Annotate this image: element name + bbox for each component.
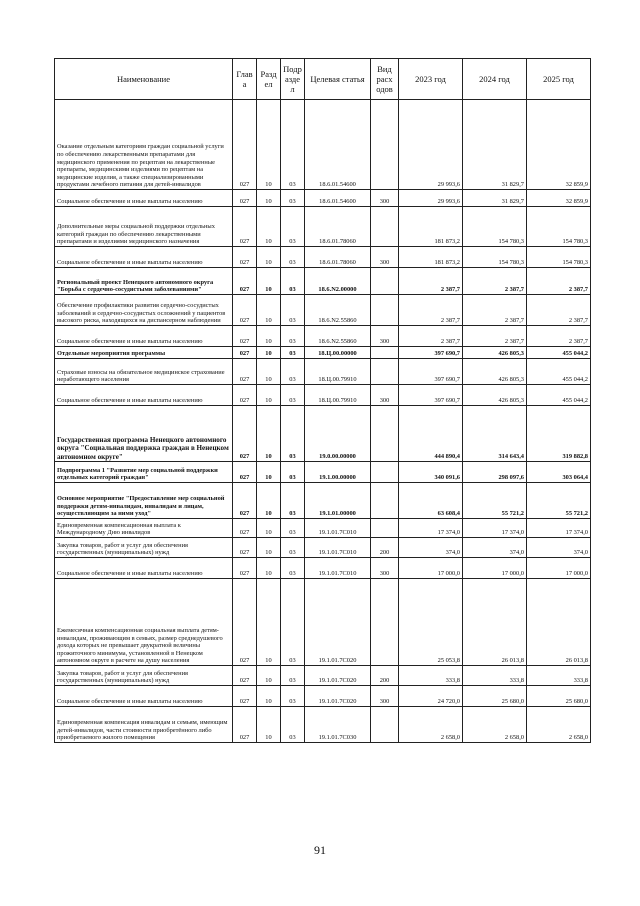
row-2025: 2 658,0: [527, 707, 591, 743]
row-expense: [371, 406, 399, 462]
row-2023: 2 387,7: [399, 326, 463, 347]
row-chapter: 027: [233, 385, 257, 406]
row-2024: 426 805,3: [463, 347, 527, 359]
table-row: [55, 462, 591, 483]
row-chapter: 027: [233, 707, 257, 743]
row-target: 19.0.00.00000: [305, 406, 371, 462]
row-section: 10: [257, 686, 281, 707]
row-section: 10: [257, 579, 281, 666]
row-section: 10: [257, 558, 281, 579]
table-row: [55, 666, 591, 686]
row-subsection: 03: [281, 483, 305, 519]
row-2024: 26 013,8: [463, 579, 527, 666]
row-subsection: 03: [281, 686, 305, 707]
row-2023: 340 091,6: [399, 462, 463, 483]
row-2025: 303 064,4: [527, 462, 591, 483]
row-expense: [371, 207, 399, 247]
table-row: [55, 558, 591, 579]
row-2023: 63 608,4: [399, 483, 463, 519]
header-section: Разд ел: [257, 59, 281, 100]
row-target: 18.Ц.00.79910: [305, 359, 371, 385]
row-name: Социальное обеспечение и иные выплаты населению: [55, 326, 233, 347]
header-name: Наименование: [55, 59, 233, 100]
row-expense: 200: [371, 538, 399, 558]
row-2023: 24 720,0: [399, 686, 463, 707]
row-expense: 300: [371, 686, 399, 707]
row-subsection: 03: [281, 558, 305, 579]
row-section: 10: [257, 247, 281, 268]
row-expense: [371, 347, 399, 359]
table-row: [55, 207, 591, 247]
table-row: [55, 686, 591, 707]
header-target: Целевая статья: [305, 59, 371, 100]
row-name: Единовременная компенсационная выплата к Международному Дню инвалидов: [55, 519, 233, 538]
row-section: 10: [257, 483, 281, 519]
row-2025: 55 721,2: [527, 483, 591, 519]
row-expense: 200: [371, 666, 399, 686]
row-target: 18.Ц.00.79910: [305, 385, 371, 406]
row-target: 19.1.01.7С020: [305, 686, 371, 707]
row-name: Закупка товаров, работ и услуг для обеспечения государственных (муниципальных) нужд: [55, 538, 233, 558]
row-target: 19.1.01.7С010: [305, 519, 371, 538]
row-2023: 2 387,7: [399, 295, 463, 326]
row-subsection: 03: [281, 268, 305, 295]
row-2023: 2 658,0: [399, 707, 463, 743]
row-subsection: 03: [281, 462, 305, 483]
table-row: [55, 326, 591, 347]
row-name: Социальное обеспечение и иные выплаты населению: [55, 247, 233, 268]
row-2023: 397 690,7: [399, 385, 463, 406]
table-row: [55, 190, 591, 207]
row-2024: 55 721,2: [463, 483, 527, 519]
row-target: 19.1.01.7С020: [305, 666, 371, 686]
row-subsection: 03: [281, 326, 305, 347]
row-section: 10: [257, 207, 281, 247]
row-subsection: 03: [281, 406, 305, 462]
row-2023: 181 873,2: [399, 247, 463, 268]
row-section: 10: [257, 268, 281, 295]
row-target: 18.6.01.54600: [305, 100, 371, 190]
row-2025: 2 387,7: [527, 326, 591, 347]
row-name: Единовременная компенсация инвалидам и семьям, имеющим детей-инвалидов, части стоимости приобретённого либо приобретаемого жилого помещения: [55, 707, 233, 743]
row-2024: 2 387,7: [463, 268, 527, 295]
row-expense: [371, 359, 399, 385]
row-2025: 17 374,0: [527, 519, 591, 538]
row-chapter: 027: [233, 483, 257, 519]
row-section: 10: [257, 538, 281, 558]
row-2025: 17 000,0: [527, 558, 591, 579]
row-expense: 300: [371, 385, 399, 406]
row-section: 10: [257, 190, 281, 207]
row-2023: 397 690,7: [399, 359, 463, 385]
row-chapter: 027: [233, 666, 257, 686]
row-target: 18.6.N2.55860: [305, 295, 371, 326]
row-chapter: 027: [233, 207, 257, 247]
row-target: 19.1.01.00000: [305, 483, 371, 519]
row-expense: [371, 579, 399, 666]
row-name: Подпрограмма 1 "Развитие мер социальной поддержки отдельных категорий граждан": [55, 462, 233, 483]
row-2024: 17 374,0: [463, 519, 527, 538]
table-row: [55, 707, 591, 743]
row-section: 10: [257, 326, 281, 347]
row-name: Основное мероприятие "Предоставление мер социальной поддержки детям-инвалидам, инвалидам и лицам, осуществляющим за ними уход": [55, 483, 233, 519]
row-2023: 444 890,4: [399, 406, 463, 462]
row-expense: [371, 100, 399, 190]
table-body: [55, 100, 591, 743]
row-expense: [371, 268, 399, 295]
row-expense: [371, 483, 399, 519]
row-section: 10: [257, 707, 281, 743]
row-target: 19.1.01.7С010: [305, 558, 371, 579]
row-subsection: 03: [281, 707, 305, 743]
row-target: 18.6.01.78060: [305, 207, 371, 247]
row-section: 10: [257, 385, 281, 406]
row-chapter: 027: [233, 558, 257, 579]
row-2023: 29 993,6: [399, 190, 463, 207]
row-2024: 2 658,0: [463, 707, 527, 743]
row-subsection: 03: [281, 579, 305, 666]
row-chapter: 027: [233, 579, 257, 666]
row-name: Оказание отдельным категориям граждан социальной услуги по обеспечению лекарственными препаратами для медицинского применения по рецептам на лекарственные препараты, медицинскими изделиями по рецептам на медицинские изделия, а также специализированными продуктами лечебного питания для детей-инвалидов: [55, 100, 233, 190]
row-2023: 29 993,6: [399, 100, 463, 190]
row-chapter: 027: [233, 359, 257, 385]
row-chapter: 027: [233, 326, 257, 347]
row-section: 10: [257, 295, 281, 326]
row-name: Социальное обеспечение и иные выплаты населению: [55, 190, 233, 207]
row-2025: 333,8: [527, 666, 591, 686]
row-target: 18.6.N2.00000: [305, 268, 371, 295]
row-name: Государственная программа Ненецкого автономного округа "Социальная поддержка граждан в Ненецком автономном округе": [55, 406, 233, 462]
row-2025: 25 680,0: [527, 686, 591, 707]
table-row: [55, 347, 591, 359]
row-subsection: 03: [281, 190, 305, 207]
row-2025: 2 387,7: [527, 295, 591, 326]
row-name: Обеспечение профилактики развития сердечно-сосудистых заболеваний и сердечно-сосудистых осложнений у пациентов высокого риска, находящихся на диспансерном наблюдении: [55, 295, 233, 326]
row-name: Страховые взносы на обязательное медицинское страхование неработающего населения: [55, 359, 233, 385]
row-2024: 298 097,6: [463, 462, 527, 483]
row-subsection: 03: [281, 538, 305, 558]
row-2025: 26 013,8: [527, 579, 591, 666]
row-2023: 25 053,8: [399, 579, 463, 666]
row-section: 10: [257, 359, 281, 385]
header-2024: 2024 год: [463, 59, 527, 100]
row-subsection: 03: [281, 666, 305, 686]
row-2024: 2 387,7: [463, 295, 527, 326]
row-expense: [371, 462, 399, 483]
header-subsection: Подр азде л: [281, 59, 305, 100]
row-expense: 300: [371, 190, 399, 207]
row-2024: 154 780,3: [463, 207, 527, 247]
row-2023: 2 387,7: [399, 268, 463, 295]
row-2025: 32 859,9: [527, 100, 591, 190]
row-2024: 333,8: [463, 666, 527, 686]
table-row: [55, 385, 591, 406]
row-name: Дополнительные меры социальной поддержки отдельных категорий граждан по обеспечению лекарственными препаратами и изделиями медицинского назначения: [55, 207, 233, 247]
row-2023: 17 374,0: [399, 519, 463, 538]
row-chapter: 027: [233, 295, 257, 326]
row-name: Ежемесячная компенсационная социальная выплата детям-инвалидам, проживающим в семьях, размер среднедушевого дохода которых не превышает двукратной величины прожиточного минимума, установленной в Ненецком автономном округе в расчете на душу населения: [55, 579, 233, 666]
row-2023: 397 690,7: [399, 347, 463, 359]
table-row: [55, 359, 591, 385]
row-target: 19.1.01.7С010: [305, 538, 371, 558]
row-chapter: 027: [233, 462, 257, 483]
table-row: [55, 538, 591, 558]
row-2025: 32 859,9: [527, 190, 591, 207]
row-2025: 374,0: [527, 538, 591, 558]
row-expense: 300: [371, 558, 399, 579]
row-subsection: 03: [281, 100, 305, 190]
row-chapter: 027: [233, 190, 257, 207]
row-expense: [371, 295, 399, 326]
table-row: [55, 295, 591, 326]
row-subsection: 03: [281, 347, 305, 359]
row-chapter: 027: [233, 268, 257, 295]
row-name: Региональный проект Ненецкого автономного округа "Борьба с сердечно-сосудистыми заболеваниями": [55, 268, 233, 295]
table-row: [55, 100, 591, 190]
table-row: [55, 268, 591, 295]
row-chapter: 027: [233, 247, 257, 268]
row-name: Социальное обеспечение и иные выплаты населению: [55, 385, 233, 406]
row-expense: [371, 519, 399, 538]
row-2023: 17 000,0: [399, 558, 463, 579]
row-2025: 455 044,2: [527, 359, 591, 385]
table-row: [55, 406, 591, 462]
header-2023: 2023 год: [399, 59, 463, 100]
row-target: 19.1.01.7С030: [305, 707, 371, 743]
row-2025: 154 780,3: [527, 207, 591, 247]
table-row: [55, 519, 591, 538]
row-section: 10: [257, 519, 281, 538]
row-chapter: 027: [233, 519, 257, 538]
row-subsection: 03: [281, 385, 305, 406]
row-2024: 31 829,7: [463, 100, 527, 190]
row-section: 10: [257, 100, 281, 190]
row-2023: 374,0: [399, 538, 463, 558]
row-2024: 25 680,0: [463, 686, 527, 707]
row-2024: 374,0: [463, 538, 527, 558]
row-subsection: 03: [281, 519, 305, 538]
row-section: 10: [257, 462, 281, 483]
budget-table: [54, 58, 591, 743]
row-2024: 17 000,0: [463, 558, 527, 579]
row-2025: 154 780,3: [527, 247, 591, 268]
row-expense: 300: [371, 247, 399, 268]
row-2024: 154 780,3: [463, 247, 527, 268]
table-header-row: [55, 59, 591, 100]
row-chapter: 027: [233, 538, 257, 558]
row-section: 10: [257, 666, 281, 686]
row-2024: 314 643,4: [463, 406, 527, 462]
row-target: 18.6.01.78060: [305, 247, 371, 268]
table-row: [55, 247, 591, 268]
row-2024: 426 805,3: [463, 385, 527, 406]
row-chapter: 027: [233, 347, 257, 359]
row-chapter: 027: [233, 686, 257, 707]
row-2023: 333,8: [399, 666, 463, 686]
row-expense: 300: [371, 326, 399, 347]
row-name: Закупка товаров, работ и услуг для обеспечения государственных (муниципальных) нужд: [55, 666, 233, 686]
row-2025: 319 882,8: [527, 406, 591, 462]
row-2023: 181 873,2: [399, 207, 463, 247]
row-2025: 455 044,2: [527, 385, 591, 406]
row-expense: [371, 707, 399, 743]
row-subsection: 03: [281, 247, 305, 268]
row-name: Отдельные мероприятия программы: [55, 347, 233, 359]
page-number: 91: [314, 843, 326, 857]
row-target: 19.1.00.00000: [305, 462, 371, 483]
row-section: 10: [257, 406, 281, 462]
row-target: 19.1.01.7С020: [305, 579, 371, 666]
row-section: 10: [257, 347, 281, 359]
row-subsection: 03: [281, 207, 305, 247]
row-subsection: 03: [281, 359, 305, 385]
row-target: 18.6.01.54600: [305, 190, 371, 207]
row-2024: 426 805,3: [463, 359, 527, 385]
row-name: Социальное обеспечение и иные выплаты населению: [55, 686, 233, 707]
table-row: [55, 483, 591, 519]
row-subsection: 03: [281, 295, 305, 326]
row-chapter: 027: [233, 406, 257, 462]
table-row: [55, 579, 591, 666]
row-target: 18.Ц.00.00000: [305, 347, 371, 359]
header-expense: Вид расх одов: [371, 59, 399, 100]
header-2025: 2025 год: [527, 59, 591, 100]
row-2024: 2 387,7: [463, 326, 527, 347]
row-2025: 455 044,2: [527, 347, 591, 359]
header-chapter: Глав а: [233, 59, 257, 100]
row-2025: 2 387,7: [527, 268, 591, 295]
row-2024: 31 829,7: [463, 190, 527, 207]
row-name: Социальное обеспечение и иные выплаты населению: [55, 558, 233, 579]
row-target: 18.6.N2.55860: [305, 326, 371, 347]
row-chapter: 027: [233, 100, 257, 190]
